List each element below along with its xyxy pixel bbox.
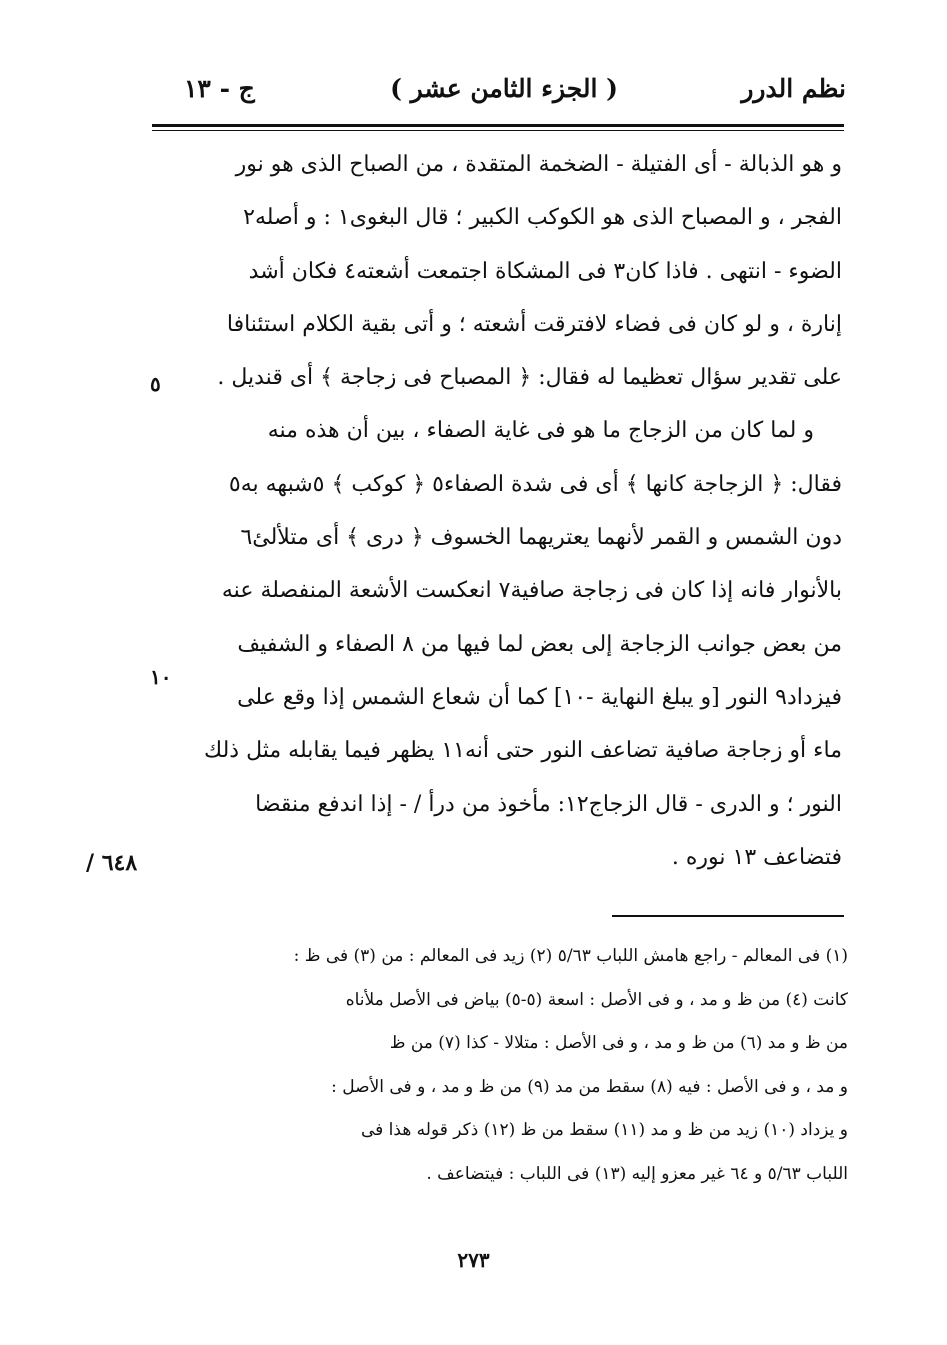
- text-line: من بعض جوانب الزجاجة إلى بعض لما فيها من ٨ الصفاء و الشفيف: [237, 631, 842, 657]
- text-line: و لما كان من الزجاج ما هو فى غاية الصفاء ، بين أن هذه منه: [267, 418, 814, 444]
- text-line: فتضاعف ١٣ نوره .: [671, 844, 842, 870]
- text-line: الضوء - انتهى . فاذا كان٣ فى المشكاة اجتمعت أشعته٤ فكان أشد: [248, 258, 842, 284]
- part-label: ( الجزء الثامن عشر ): [390, 74, 618, 103]
- text-line: على تقدير سؤال تعظيما له فقال: ﴿ المصباح فى زجاجة ﴾ أى قنديل .: [217, 365, 842, 391]
- footnotes: [212, 935, 848, 1196]
- text-line: فيزداد٩ النور [و يبلغ النهاية -١٠] كما أن شعاع الشمس إذا وقع على: [237, 684, 842, 710]
- header-rule: [152, 124, 844, 127]
- footnote-line: من ظ و مد (٦) من ظ و مد ، و فى الأصل : متلالا - كذا (٧) من ظ: [389, 1033, 848, 1053]
- footnote-line: و مد ، و فى الأصل : فيه (٨) سقط من مد (٩) من ظ و مد ، و فى الأصل :: [331, 1076, 848, 1097]
- footnote-line: اللباب ٥/٦٣ و ٦٤ غير معزو إليه (١٣) فى اللباب : فيتضاعف .: [426, 1163, 848, 1184]
- text-line: دون الشمس و القمر لأنهما يعتريهما الخسوف ﴿ درى ﴾ أى متلألئ٦: [240, 525, 842, 551]
- line-number-5: ٥: [150, 372, 161, 396]
- text-line: النور ؛ و الدرى - قال الزجاج١٢: مأخوذ من درأ / - إذا اندفع منقضا: [255, 791, 842, 817]
- text-line: بالأنوار فانه إذا كان فى زجاجة صافية٧ انعكست الأشعة المنفصلة عنه: [221, 578, 842, 604]
- text-line: ماء أو زجاجة صافية تضاعف النور حتى أنه١١ يظهر فيما يقابله مثل ذلك: [204, 738, 842, 764]
- footnote-line: كانت (٤) من ظ و مد ، و فى الأصل : اسعة (٥-٥) بياض فى الأصل ملأناه: [345, 989, 848, 1010]
- manuscript-page-ref: ٦٤٨ /: [86, 850, 138, 876]
- main-text: [182, 138, 842, 884]
- volume-label: ج - ١٣: [184, 74, 255, 103]
- book-title: نظم الدرر: [741, 74, 846, 103]
- text-line: إنارة ، و لو كان فى فضاء لافترقت أشعته ؛ و أتى بقية الكلام استئنافا: [226, 311, 842, 337]
- footnote-separator: [612, 915, 844, 917]
- page-number: ٢٧٣: [457, 1248, 490, 1272]
- text-line: و هو الذبالة - أى الفتيلة - الضخمة المتقدة ، من الصباح الذى هو نور: [235, 152, 842, 177]
- footnote-line: (١) فى المعالم - راجع هامش اللباب ٥/٦٣ (٢) زيد فى المعالم : من (٣) فى ظ :: [293, 946, 848, 966]
- running-header: [178, 74, 846, 114]
- header-rule-thin: [152, 130, 844, 131]
- text-line: الفجر ، و المصباح الذى هو الكوكب الكبير ؛ قال البغوى١ : و أصله٢: [243, 205, 842, 231]
- footnote-line: و يزداد (١٠) زيد من ظ و مد (١١) سقط من ظ (١٢) ذكر قوله هذا فى: [360, 1120, 848, 1140]
- text-line: فقال: ﴿ الزجاجة كانها ﴾ أى فى شدة الصفاء٥ ﴿ كوكب ﴾ ٥شبهه به٥: [228, 471, 842, 497]
- line-number-10: ١٠: [150, 665, 172, 689]
